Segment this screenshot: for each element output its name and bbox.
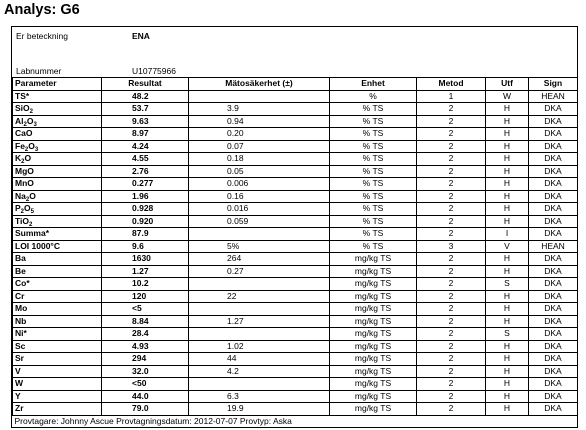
uncertainty-cell [189, 278, 330, 291]
result-cell: 9.63 [102, 115, 189, 128]
table-row [13, 328, 578, 341]
parameter-cell: Co* [13, 278, 102, 291]
column-header-utf: Utf [486, 78, 529, 91]
utf-cell: H [486, 215, 529, 228]
table-row [13, 165, 578, 178]
sign-cell: DKA [529, 315, 578, 328]
table-row [13, 103, 578, 116]
result-cell: 32.0 [102, 365, 189, 378]
parameter-cell: Y [13, 390, 102, 403]
result-cell: <5 [102, 303, 189, 316]
method-cell: 2 [417, 140, 486, 153]
table-row [13, 178, 578, 191]
parameter-cell: Ni* [13, 328, 102, 341]
method-cell: 1 [417, 90, 486, 103]
sign-cell: DKA [529, 265, 578, 278]
parameter-cell: Cr [13, 290, 102, 303]
table-row [13, 265, 578, 278]
parameter-cell: W [13, 378, 102, 391]
table-row [13, 128, 578, 141]
utf-cell: W [486, 90, 529, 103]
utf-cell: S [486, 328, 529, 341]
utf-cell: H [486, 165, 529, 178]
table-row [13, 278, 578, 291]
sign-cell: DKA [529, 140, 578, 153]
sign-cell: DKA [529, 153, 578, 166]
unit-cell: % TS [330, 153, 417, 166]
parameter-cell: CaO [13, 128, 102, 141]
column-header-parameter: Parameter [13, 78, 102, 91]
parameter-cell: Sc [13, 340, 102, 353]
sign-cell: DKA [529, 378, 578, 391]
sign-cell: DKA [529, 365, 578, 378]
uncertainty-cell: 4.2 [189, 365, 330, 378]
sample-designation-label: Er beteckning [16, 31, 68, 41]
method-cell: 2 [417, 328, 486, 341]
parameter-cell: $P_2O_5$ [13, 203, 102, 216]
unit-cell: % TS [330, 165, 417, 178]
method-cell: 2 [417, 390, 486, 403]
table-row [13, 365, 578, 378]
result-cell: 48.2 [102, 90, 189, 103]
result-cell: 0.920 [102, 215, 189, 228]
table-row [13, 315, 578, 328]
unit-cell: % TS [330, 178, 417, 191]
utf-cell: H [486, 353, 529, 366]
parameter-cell: TS* [13, 90, 102, 103]
sign-cell: DKA [529, 165, 578, 178]
uncertainty-cell: 0.05 [189, 165, 330, 178]
sign-cell: DKA [529, 253, 578, 266]
unit-cell: % TS [330, 103, 417, 116]
table-row [13, 228, 578, 241]
result-cell: 2.76 [102, 165, 189, 178]
uncertainty-cell: 0.07 [189, 140, 330, 153]
unit-cell: % TS [330, 203, 417, 216]
method-cell: 2 [417, 315, 486, 328]
unit-cell: % [330, 90, 417, 103]
sign-cell: DKA [529, 178, 578, 191]
method-cell: 2 [417, 278, 486, 291]
utf-cell: H [486, 140, 529, 153]
lab-number-label: Labnummer [16, 66, 62, 76]
utf-cell: H [486, 340, 529, 353]
uncertainty-cell [189, 328, 330, 341]
utf-cell: H [486, 378, 529, 391]
uncertainty-cell: 0.20 [189, 128, 330, 141]
sign-cell: DKA [529, 228, 578, 241]
sampling-info: Provtagare: Johnny Ascue Provtagningsdatum: 2012-07-07 Provtyp: Aska [13, 415, 578, 427]
utf-cell: H [486, 403, 529, 416]
method-cell: 2 [417, 203, 486, 216]
method-cell: 2 [417, 365, 486, 378]
unit-cell: mg/kg TS [330, 303, 417, 316]
utf-cell: H [486, 390, 529, 403]
result-cell: 8.84 [102, 315, 189, 328]
unit-cell: mg/kg TS [330, 278, 417, 291]
method-cell: 3 [417, 240, 486, 253]
result-cell: 1.27 [102, 265, 189, 278]
method-cell: 2 [417, 165, 486, 178]
method-cell: 2 [417, 115, 486, 128]
sign-cell: DKA [529, 290, 578, 303]
method-cell: 2 [417, 128, 486, 141]
uncertainty-cell: 5% [189, 240, 330, 253]
sign-cell: DKA [529, 278, 578, 291]
result-cell: 0.277 [102, 178, 189, 191]
unit-cell: mg/kg TS [330, 353, 417, 366]
method-cell: 2 [417, 190, 486, 203]
parameter-cell: $K_2O$ [13, 153, 102, 166]
result-cell: 1.96 [102, 190, 189, 203]
utf-cell: H [486, 128, 529, 141]
results-table [12, 77, 578, 427]
utf-cell: H [486, 315, 529, 328]
result-cell: 4.93 [102, 340, 189, 353]
lab-number-value: U10775966 [132, 66, 176, 76]
unit-cell: % TS [330, 115, 417, 128]
uncertainty-cell: 1.27 [189, 315, 330, 328]
parameter-cell: LOI 1000°C [13, 240, 102, 253]
utf-cell: H [486, 253, 529, 266]
table-row [13, 215, 578, 228]
uncertainty-cell: 6.3 [189, 390, 330, 403]
utf-cell: H [486, 178, 529, 191]
footer-row [13, 415, 578, 427]
uncertainty-cell: 0.016 [189, 203, 330, 216]
parameter-cell: Sr [13, 353, 102, 366]
sign-cell: DKA [529, 103, 578, 116]
parameter-cell: Be [13, 265, 102, 278]
table-row [13, 203, 578, 216]
uncertainty-cell: 44 [189, 353, 330, 366]
method-cell: 2 [417, 178, 486, 191]
column-header-sign: Sign [529, 78, 578, 91]
method-cell: 2 [417, 403, 486, 416]
uncertainty-cell: 0.16 [189, 190, 330, 203]
parameter-cell: Mo [13, 303, 102, 316]
sign-cell: DKA [529, 328, 578, 341]
method-cell: 2 [417, 340, 486, 353]
analysis-report [11, 26, 578, 428]
table-row [13, 115, 578, 128]
method-cell: 2 [417, 378, 486, 391]
lab-number-row [16, 66, 176, 76]
unit-cell: mg/kg TS [330, 253, 417, 266]
unit-cell: mg/kg TS [330, 340, 417, 353]
result-cell: 4.55 [102, 153, 189, 166]
method-cell: 2 [417, 103, 486, 116]
sign-cell: DKA [529, 303, 578, 316]
result-cell: 4.24 [102, 140, 189, 153]
parameter-cell: $Al_2O_3$ [13, 115, 102, 128]
parameter-cell: MnO [13, 178, 102, 191]
uncertainty-cell [189, 303, 330, 316]
uncertainty-cell: 19.9 [189, 403, 330, 416]
parameter-cell: $Na_2O$ [13, 190, 102, 203]
table-row [13, 253, 578, 266]
table-row [13, 378, 578, 391]
result-cell: 53.7 [102, 103, 189, 116]
unit-cell: mg/kg TS [330, 290, 417, 303]
page-title: Analys: G6 [4, 2, 80, 18]
method-cell: 2 [417, 153, 486, 166]
parameter-cell: Nb [13, 315, 102, 328]
unit-cell: mg/kg TS [330, 365, 417, 378]
utf-cell: H [486, 103, 529, 116]
table-row [13, 240, 578, 253]
table-row [13, 353, 578, 366]
result-cell: 120 [102, 290, 189, 303]
uncertainty-cell: 0.18 [189, 153, 330, 166]
utf-cell: H [486, 115, 529, 128]
table-row [13, 290, 578, 303]
parameter-cell: Ba [13, 253, 102, 266]
result-cell: <50 [102, 378, 189, 391]
uncertainty-cell [189, 378, 330, 391]
table-row [13, 340, 578, 353]
uncertainty-cell: 264 [189, 253, 330, 266]
table-row [13, 140, 578, 153]
sign-cell: HEAN [529, 90, 578, 103]
parameter-cell: Zr [13, 403, 102, 416]
unit-cell: mg/kg TS [330, 390, 417, 403]
unit-cell: mg/kg TS [330, 315, 417, 328]
unit-cell: mg/kg TS [330, 378, 417, 391]
sign-cell: DKA [529, 353, 578, 366]
table-row [13, 303, 578, 316]
column-header-method: Metod [417, 78, 486, 91]
utf-cell: H [486, 265, 529, 278]
uncertainty-cell: 0.27 [189, 265, 330, 278]
result-cell: 44.0 [102, 390, 189, 403]
result-cell: 79.0 [102, 403, 189, 416]
unit-cell: % TS [330, 190, 417, 203]
result-cell: 0.928 [102, 203, 189, 216]
utf-cell: H [486, 303, 529, 316]
unit-cell: mg/kg TS [330, 403, 417, 416]
unit-cell: % TS [330, 228, 417, 241]
result-cell: 9.6 [102, 240, 189, 253]
uncertainty-cell: 22 [189, 290, 330, 303]
uncertainty-cell: 3.9 [189, 103, 330, 116]
result-cell: 294 [102, 353, 189, 366]
sign-cell: DKA [529, 115, 578, 128]
parameter-cell: SiO$_2$ [13, 103, 102, 116]
result-cell: 8.97 [102, 128, 189, 141]
table-row [13, 153, 578, 166]
table-row [13, 403, 578, 416]
unit-cell: % TS [330, 128, 417, 141]
unit-cell: % TS [330, 215, 417, 228]
sample-designation-value: ENA [132, 31, 150, 41]
utf-cell: I [486, 228, 529, 241]
parameter-cell: Summa* [13, 228, 102, 241]
sign-cell: DKA [529, 390, 578, 403]
table-header-row [13, 78, 578, 91]
column-header-uncertainty: Mätosäkerhet (±) [189, 78, 330, 91]
result-cell: 1630 [102, 253, 189, 266]
utf-cell: S [486, 278, 529, 291]
column-header-result: Resultat [102, 78, 189, 91]
unit-cell: mg/kg TS [330, 328, 417, 341]
table-row [13, 390, 578, 403]
sign-cell: DKA [529, 340, 578, 353]
sign-cell: DKA [529, 215, 578, 228]
sample-designation-row [16, 31, 150, 41]
table-row [13, 90, 578, 103]
sign-cell: DKA [529, 128, 578, 141]
sign-cell: DKA [529, 190, 578, 203]
result-cell: 10.2 [102, 278, 189, 291]
method-cell: 2 [417, 215, 486, 228]
uncertainty-cell: 0.059 [189, 215, 330, 228]
utf-cell: H [486, 290, 529, 303]
column-header-unit: Enhet [330, 78, 417, 91]
utf-cell: H [486, 153, 529, 166]
method-cell: 2 [417, 253, 486, 266]
uncertainty-cell [189, 228, 330, 241]
parameter-cell: MgO [13, 165, 102, 178]
method-cell: 2 [417, 303, 486, 316]
uncertainty-cell [189, 90, 330, 103]
method-cell: 2 [417, 265, 486, 278]
utf-cell: H [486, 203, 529, 216]
table-row [13, 190, 578, 203]
utf-cell: V [486, 240, 529, 253]
unit-cell: mg/kg TS [330, 265, 417, 278]
method-cell: 2 [417, 228, 486, 241]
uncertainty-cell: 0.006 [189, 178, 330, 191]
utf-cell: H [486, 365, 529, 378]
method-cell: 2 [417, 353, 486, 366]
parameter-cell: TiO$_2$ [13, 215, 102, 228]
parameter-cell: $Fe_2O_3$ [13, 140, 102, 153]
uncertainty-cell: 1.02 [189, 340, 330, 353]
unit-cell: % TS [330, 240, 417, 253]
result-cell: 87.9 [102, 228, 189, 241]
result-cell: 28.4 [102, 328, 189, 341]
sign-cell: DKA [529, 203, 578, 216]
unit-cell: % TS [330, 140, 417, 153]
sign-cell: DKA [529, 403, 578, 416]
sign-cell: HEAN [529, 240, 578, 253]
uncertainty-cell: 0.94 [189, 115, 330, 128]
utf-cell: H [486, 190, 529, 203]
parameter-cell: V [13, 365, 102, 378]
method-cell: 2 [417, 290, 486, 303]
